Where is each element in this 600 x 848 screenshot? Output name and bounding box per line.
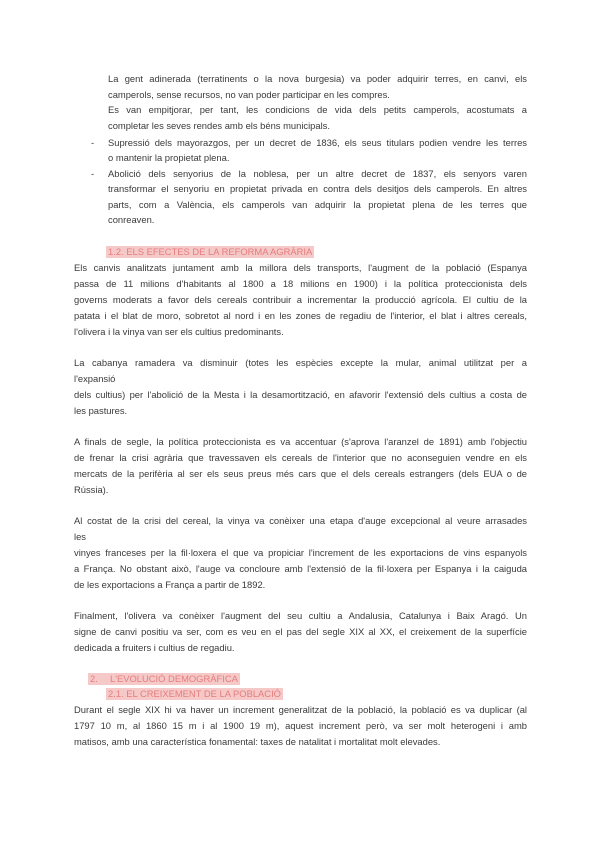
paragraph-line: a França. No obstant això, l'auge va concloure amb l'extensió de la fil·loxera per Espanya i la caiguda [74, 563, 527, 574]
bullet-line: Supressió dels mayorazgos, per un decret de 1836, els seus titulars podien vendre les terres [108, 137, 527, 148]
paragraph-line: patata i el blat de moro, sobretot al nord i en les zones de regadiu de l'interior, el blat i altres cereals, [74, 310, 527, 321]
paragraph-line: dels cultius) per l'abolició de la Mesta i la desamortització, en afavorir l'extensió dels cultius a costa de [74, 389, 527, 400]
paragraph-line: l'olivera i la vinya van ser els cultius predominants. [74, 326, 284, 337]
paragraph-line: Els canvis analitzats juntament amb la millora dels transports, l'augment de la població (Espanya [74, 262, 527, 273]
section-heading-1-2: 1.2. ELS EFECTES DE LA REFORMA AGRÀRIA [108, 246, 313, 257]
paragraph-line: 1797 10 m, al 1860 15 m i al 1900 19 m), aquest increment però, va ser molt heterogeni i amb [74, 720, 527, 731]
paragraph-line: governs moderats a favor dels cereals contribuir a incrementar la producció agrícola. El cultiu de la [74, 294, 527, 305]
paragraph-line: Durant el segle XIX hi va haver un increment generalitzat de la població, la població es va duplicar (al [74, 704, 527, 715]
intro-line: La gent adinerada (terratinents o la nova burgesia) va poder adquirir terres, en canvi, els [108, 73, 527, 84]
section-heading-2 [88, 673, 240, 685]
paragraph-line: A finals de segle, la política proteccionista es va accentuar (s'aprova l'aranzel de 1891) amb l'objectiu [74, 436, 527, 447]
paragraph-line: de les exportacions a França a partir de 1892. [74, 579, 266, 590]
section-number: 2. [90, 673, 98, 684]
bullet-line: Abolició dels senyorius de la noblesa, per un altre decret de 1837, els senyors varen [108, 168, 527, 179]
bullet-line: parts, com a València, els camperols van adquirir la propietat plena de les terres que [108, 199, 527, 210]
paragraph-line: les pastures. [74, 405, 128, 416]
paragraph-line: Rússia). [74, 484, 109, 495]
paragraph-line: mercats de la perifèria al ser els seus preus més cars que el dels cereals estrangers (dels EUA o de [74, 468, 527, 479]
paragraph-line: vinyes franceses per la fil·loxera el que va propiciar l'increment de les exportacions de vins espanyols [74, 547, 527, 558]
paragraph-line: passa de 11 milions d'habitants al 1800 a 18 milions en 1900) i la política proteccionista dels [74, 278, 527, 289]
section-title: L'EVOLUCIÓ DEMOGRÀFICA [110, 673, 238, 684]
bullet-line: o mantenir la propietat plena. [108, 152, 230, 163]
paragraph-line: l'expansió [74, 373, 116, 384]
paragraph-line: La cabanya ramadera va disminuir (totes les espècies excepte la mular, animal utilitzat per a [74, 357, 527, 368]
bullet-dash: - [91, 137, 95, 148]
bullet-dash: - [91, 168, 95, 179]
bullet-line: transformar el senyoriu en propietat privada en contra dels desitjos dels camperols. En altres [108, 183, 527, 194]
paragraph-line: signe de canvi positiu va ser, com es veu en el pas del segle XIX al XX, el creixement de la superfície [74, 626, 527, 637]
paragraph-line: de frenar la crisi agrària que travessaven els cereals de l'interior que no aconseguien vendre en els [74, 452, 527, 463]
paragraph-line: Al costat de la crisi del cereal, la vinya va conèixer una etapa d'auge excepcional al veure arrasades [74, 515, 527, 526]
paragraph-line: les [74, 531, 86, 542]
paragraph-line: matisos, amb una característica fonamental: taxes de natalitat i mortalitat molt elevades. [74, 736, 441, 747]
paragraph-line: dedicada a fruiters i cultius de regadiu. [74, 642, 235, 653]
paragraph-line: Finalment, l'olivera va conèixer l'augment del seu cultiu a Andalusia, Catalunya i Baix Aragó. Un [74, 610, 527, 621]
intro-line: completar les seves rendes amb els béns municipals. [108, 120, 330, 131]
intro-line: camperols, sense recursos, no van poder participar en les compres. [108, 89, 390, 100]
section-heading-2-1: 2.1. EL CREIXEMENT DE LA POBLACIÓ [108, 688, 281, 699]
intro-line: Es van empitjorar, per tant, les condicions de vida dels petits camperols, acostumats a [108, 104, 527, 115]
bullet-line: conreaven. [108, 214, 155, 225]
